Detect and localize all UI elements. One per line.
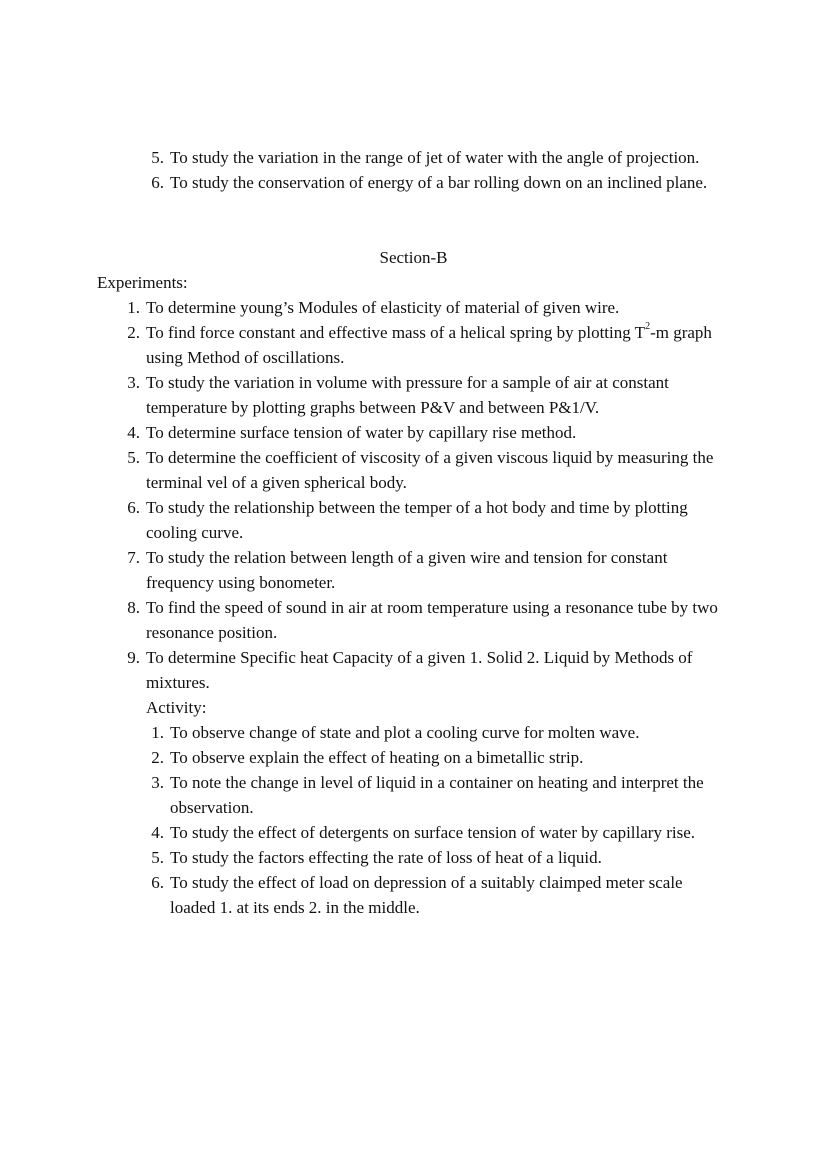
superscript: 2 bbox=[645, 321, 651, 332]
item-text: To study the effect of load on depression of a suitably claimped meter scale loaded 1. at its ends 2. in the middle. bbox=[170, 873, 683, 917]
item-number: 7. bbox=[127, 548, 140, 567]
item-number: 1. bbox=[127, 298, 140, 317]
item-text: To determine the coefficient of viscosity of a given viscous liquid by measuring the terminal vel of a given spherical body. bbox=[146, 448, 714, 492]
item-text: To study the conservation of energy of a bar rolling down on an inclined plane. bbox=[170, 173, 708, 192]
list-item bbox=[151, 845, 730, 870]
activity-label: Activity: bbox=[146, 698, 207, 717]
item-number: 2. bbox=[151, 748, 164, 767]
list-item bbox=[127, 595, 736, 645]
list-item bbox=[151, 170, 730, 195]
list-item bbox=[151, 770, 730, 820]
list-item bbox=[127, 420, 736, 445]
item-number: 6. bbox=[151, 873, 164, 892]
item-text: To study the factors effecting the rate of loss of heat of a liquid. bbox=[170, 848, 602, 867]
list-item bbox=[151, 820, 730, 845]
section-title: Section-B bbox=[379, 248, 448, 267]
item-number: 4. bbox=[127, 423, 140, 442]
list-item bbox=[127, 295, 736, 320]
item-text: To study the variation in the range of jet of water with the angle of projection. bbox=[170, 148, 700, 167]
item-number: 5. bbox=[127, 448, 140, 467]
experiments-list bbox=[127, 295, 736, 695]
list-item bbox=[127, 645, 736, 695]
item-number: 6. bbox=[151, 173, 164, 192]
list-item bbox=[127, 545, 736, 595]
item-number: 2. bbox=[127, 323, 140, 342]
item-text-part: To find force constant and effective mass of a helical spring by plotting T bbox=[146, 323, 646, 342]
list-item bbox=[127, 495, 736, 545]
item-text: To determine Specific heat Capacity of a given 1. Solid 2. Liquid by Methods of mixtures. bbox=[146, 648, 693, 692]
item-number: 1. bbox=[151, 723, 164, 742]
activity-list bbox=[151, 720, 730, 920]
item-number: 3. bbox=[127, 373, 140, 392]
list-item bbox=[151, 145, 730, 170]
item-text: To study the effect of detergents on surface tension of water by capillary rise. bbox=[170, 823, 695, 842]
list-item bbox=[127, 370, 736, 420]
item-number: 9. bbox=[127, 648, 140, 667]
item-number: 3. bbox=[151, 773, 164, 792]
item-number: 8. bbox=[127, 598, 140, 617]
item-text: To study the relationship between the temper of a hot body and time by plotting cooling curve. bbox=[146, 498, 688, 542]
item-text: To study the relation between length of a given wire and tension for constant frequency using bonometer. bbox=[146, 548, 668, 592]
item-text: To note the change in level of liquid in a container on heating and interpret the observation. bbox=[170, 773, 704, 817]
item-text-part: -m graph using Method of oscillations. bbox=[146, 323, 712, 367]
item-text: To observe change of state and plot a cooling curve for molten wave. bbox=[170, 723, 640, 742]
list-item bbox=[127, 320, 736, 370]
item-number: 6. bbox=[127, 498, 140, 517]
item-number: 4. bbox=[151, 823, 164, 842]
list-item bbox=[127, 445, 736, 495]
item-text: To find the speed of sound in air at room temperature using a resonance tube by two resonance position. bbox=[146, 598, 718, 642]
list-item bbox=[151, 870, 730, 920]
item-text: To observe explain the effect of heating on a bimetallic strip. bbox=[170, 748, 584, 767]
item-number: 5. bbox=[151, 148, 164, 167]
item-text: To study the variation in volume with pressure for a sample of air at constant temperature by plotting graphs between P&V and between P&1/V. bbox=[146, 373, 669, 417]
item-number: 5. bbox=[151, 848, 164, 867]
list-item bbox=[151, 720, 730, 745]
item-text bbox=[146, 323, 712, 367]
intro-list bbox=[151, 145, 730, 195]
item-text: To determine surface tension of water by capillary rise method. bbox=[146, 423, 577, 442]
experiments-label: Experiments: bbox=[97, 273, 188, 292]
list-item bbox=[151, 745, 730, 770]
item-text: To determine young’s Modules of elasticity of material of given wire. bbox=[146, 298, 620, 317]
